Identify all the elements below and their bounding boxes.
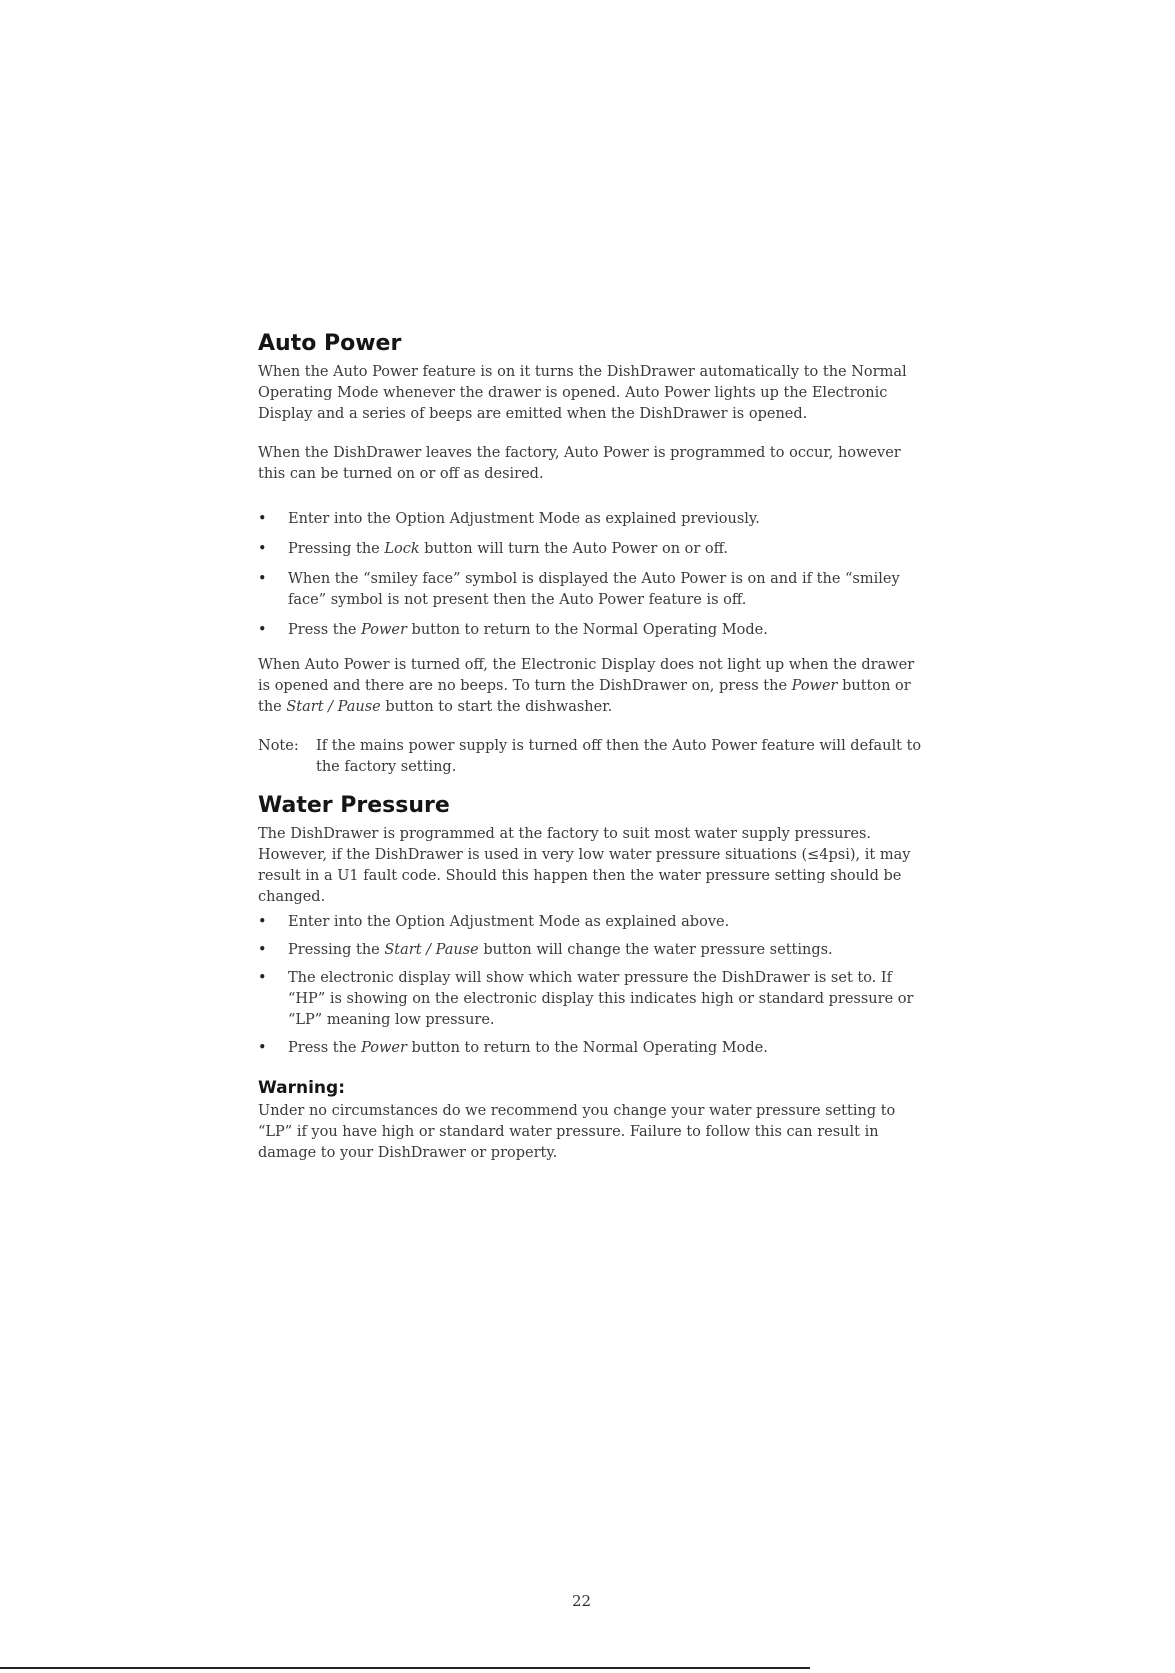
- water-pressure-section: [258, 792, 928, 1059]
- auto-power-paragraph-1: When the Auto Power feature is on it turns the DishDrawer automatically to the Normal Operating Mode whenever the drawer is opened. Auto Power lights up the Electronic Display and a series of beeps are emitted when the DishDrawer is opened.: [258, 364, 907, 422]
- water-pressure-step-3: • The electronic display will show which water pressure the DishDrawer is set to. If “HP” is showing on the electronic display this indicates high or standard pressure or “LP” meaning low pressure.: [258, 968, 928, 1031]
- auto-power-paragraph-2: When the DishDrawer leaves the factory, Auto Power is programmed to occur, however this can be turned on or off as desired.: [258, 445, 901, 482]
- water-pressure-paragraph: The DishDrawer is programmed at the factory to suit most water supply pressures. However, if the DishDrawer is used in very low water pressure situations (≤4psi), it may result in a U1 fault code. Should this happen then the water pressure setting should be changed.: [258, 826, 911, 905]
- warning-section: [258, 1077, 928, 1164]
- auto-power-step-2: • Pressing the Lock button will turn the Auto Power on or off.: [258, 539, 928, 560]
- auto-power-step-3: • When the “smiley face” symbol is displayed the Auto Power is on and if the “smiley face” symbol is not present then the Auto Power feature is off.: [258, 569, 928, 611]
- page-number: 22: [572, 1592, 592, 1610]
- water-pressure-step-4: • Press the Power button to return to the Normal Operating Mode.: [258, 1038, 928, 1059]
- auto-power-note: [258, 736, 928, 778]
- auto-power-section: [258, 330, 928, 778]
- water-pressure-step-1: • Enter into the Option Adjustment Mode as explained above.: [258, 912, 928, 933]
- water-pressure-steps: [258, 912, 928, 1059]
- note-text: If the mains power supply is turned off then the Auto Power feature will default to the factory setting.: [316, 738, 922, 775]
- auto-power-paragraph-3: When Auto Power is turned off, the Electronic Display does not light up when the drawer is opened and there are no beeps. To turn the DishDrawer on, press the Power button or the Start / Pause button to start the dishwasher.: [258, 657, 915, 715]
- auto-power-step-4: • Press the Power button to return to the Normal Operating Mode.: [258, 620, 928, 641]
- page-content: [258, 330, 928, 1164]
- auto-power-step-1: • Enter into the Option Adjustment Mode as explained previously.: [258, 509, 928, 530]
- auto-power-steps: [258, 509, 928, 641]
- note-label: Note:: [258, 738, 299, 754]
- bottom-rule: [0, 1667, 810, 1669]
- water-pressure-step-2: • Pressing the Start / Pause button will change the water pressure settings.: [258, 940, 928, 961]
- warning-text: Under no circumstances do we recommend you change your water pressure setting to “LP” if you have high or standard water pressure. Failure to follow this can result in damage to your DishDrawer or property.: [258, 1103, 896, 1161]
- water-pressure-heading: Water Pressure: [258, 793, 450, 818]
- warning-heading: Warning:: [258, 1078, 346, 1098]
- auto-power-heading: Auto Power: [258, 331, 402, 356]
